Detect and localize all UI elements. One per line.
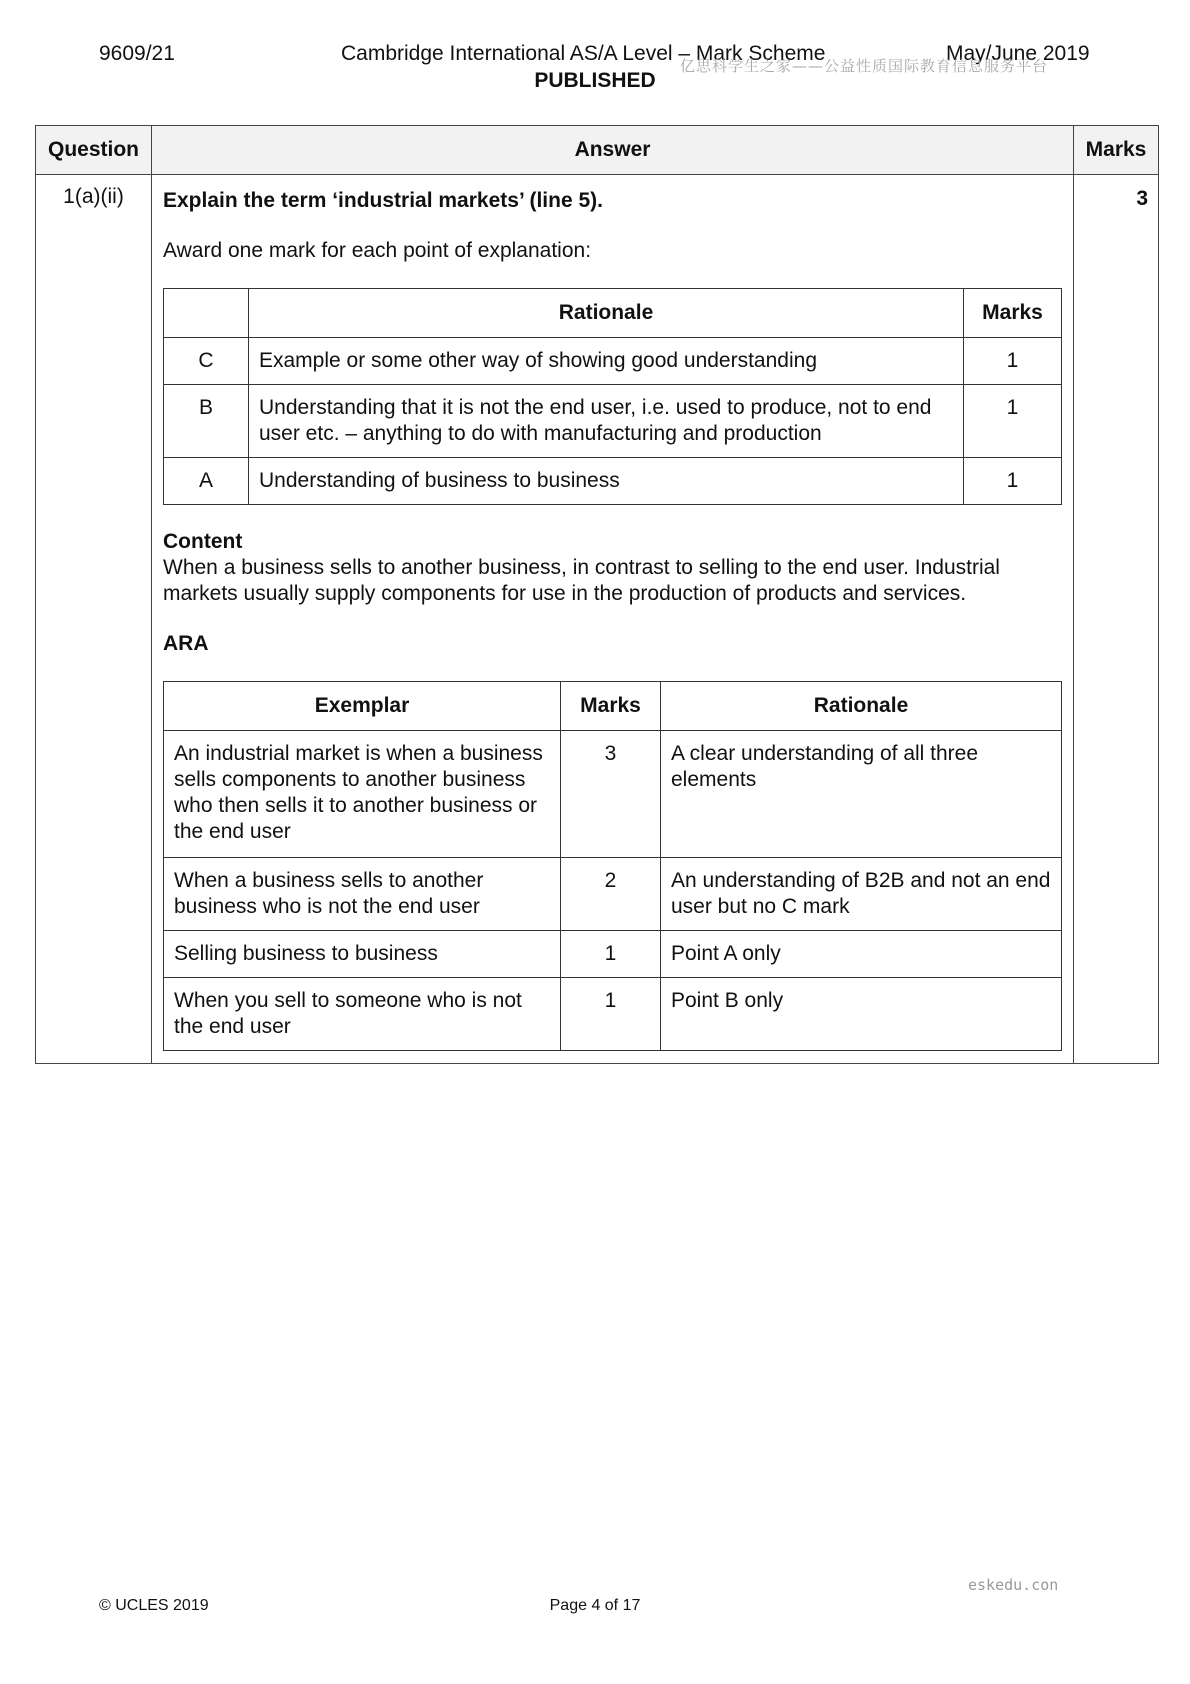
total-marks: 3 [1074,175,1159,1064]
watermark-text: 亿思科学生之家——公益性质国际教育信息服务平台 [680,57,1049,75]
site-watermark: eskedu.con [968,1576,1059,1594]
table-row [164,931,1062,978]
rationale-cell: Point B only [661,978,1062,1051]
exemplar-cell: When you sell to someone who is not the end user [164,978,561,1051]
question-prompt: Explain the term ‘industrial markets’ (line 5). [163,189,603,212]
level-cell: A [164,458,249,505]
mark-scheme-table [35,125,1159,1064]
question-number: 1(a)(ii) [36,175,152,1064]
table-row [164,731,1062,858]
ara-heading: ARA [163,632,209,655]
answer-header: Answer [152,126,1074,175]
rationale-cell: Understanding that it is not the end user, i.e. used to produce, not to end user etc. – anything to do with manufacturing and production [249,385,964,458]
marks-cell: 1 [964,385,1062,458]
question-row [36,175,1159,1064]
marks-cell: 1 [561,978,661,1051]
rationale-marks-header: Marks [964,289,1062,338]
rationale-cell: An understanding of B2B and not an end user but no C mark [661,858,1062,931]
document-title: Cambridge International AS/A Level – Mark Scheme [341,42,826,65]
marks-cell: 1 [964,338,1062,385]
marks-header: Marks [1074,126,1159,175]
exam-session: May/June 2019 [946,42,1090,65]
exemplar-table [163,681,1062,1051]
rationale-table [163,288,1062,505]
level-cell: C [164,338,249,385]
table-row [164,458,1062,505]
table-row [164,978,1062,1051]
copyright: © UCLES 2019 [99,1597,209,1614]
exemplar-marks-header: Marks [561,682,661,731]
rationale-cell: Point A only [661,931,1062,978]
level-header [164,289,249,338]
marks-cell: 1 [561,931,661,978]
exemplar-cell: Selling business to business [164,931,561,978]
rationale-header-row [164,289,1062,338]
level-cell: B [164,385,249,458]
exemplar-header: Exemplar [164,682,561,731]
question-header: Question [36,126,152,175]
published-label: PUBLISHED [534,69,656,92]
exemplar-rationale-header: Rationale [661,682,1062,731]
rationale-header: Rationale [249,289,964,338]
exemplar-cell: An industrial market is when a business sells components to another business who then sells it to another business or the end user [164,731,561,858]
marks-cell: 3 [561,731,661,858]
rationale-cell: A clear understanding of all three elements [661,731,1062,858]
marks-cell: 1 [964,458,1062,505]
rationale-cell: Understanding of business to business [249,458,964,505]
content-heading: Content [163,530,243,553]
table-row [164,858,1062,931]
marking-instruction: Award one mark for each point of explanation: [163,239,592,262]
page-number: Page 4 of 17 [549,1597,641,1614]
marks-cell: 2 [561,858,661,931]
exemplar-cell: When a business sells to another business who is not the end user [164,858,561,931]
answer-cell [152,175,1074,1064]
paper-code: 9609/21 [99,42,175,65]
rationale-cell: Example or some other way of showing good understanding [249,338,964,385]
exemplar-header-row [164,682,1062,731]
table-row [164,338,1062,385]
content-text: When a business sells to another business, in contrast to selling to the end user. Industrial markets usually supply components for use in the production of products and services. [163,556,1000,605]
header-row [36,126,1159,175]
table-row [164,385,1062,458]
